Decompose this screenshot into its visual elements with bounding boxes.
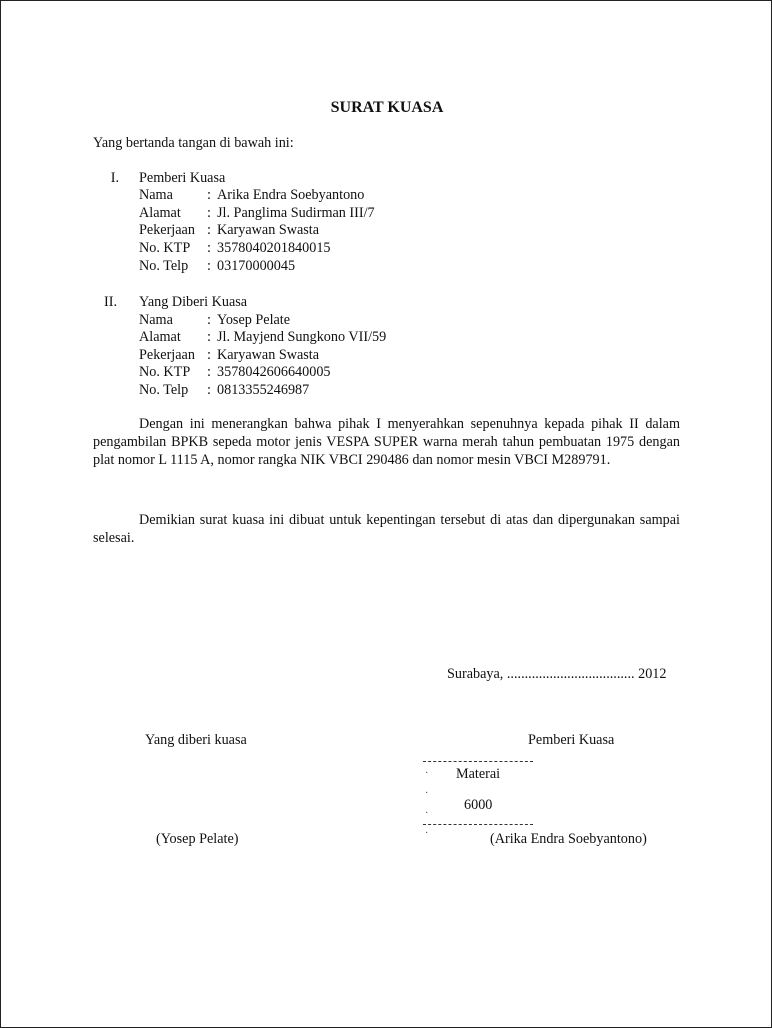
intro-text: Yang bertanda tangan di bawah ini: <box>93 135 294 151</box>
party-1-ktp-colon: : <box>207 240 211 256</box>
party-2-ktp-label: No. KTP <box>139 364 191 380</box>
stamp-value: 6000 <box>464 797 493 813</box>
party-2-phone-colon: : <box>207 382 211 398</box>
party-2-name-label: Nama <box>139 312 173 328</box>
party-2-numeral: II. <box>104 294 117 310</box>
party-1-ktp-label: No. KTP <box>139 240 191 256</box>
party-2-phone: 0813355246987 <box>217 382 310 398</box>
party-1-name-label: Nama <box>139 187 173 203</box>
party-2-ktp: 3578042606640005 <box>217 364 331 380</box>
party-2-address-colon: : <box>207 329 211 345</box>
stamp-bottom-border <box>423 824 533 825</box>
party-2-ktp-colon: : <box>207 364 211 380</box>
party-2-name: Yosep Pelate <box>217 312 291 328</box>
party-2-address-label: Alamat <box>139 329 181 345</box>
place-date: Surabaya, .................................... 2012 <box>447 666 667 682</box>
party-1-address-label: Alamat <box>139 205 181 221</box>
party-1-job: Karyawan Swasta <box>217 222 320 238</box>
party-1-address: Jl. Panglima Sudirman III/7 <box>217 205 375 221</box>
party-1-numeral: I. <box>110 170 119 186</box>
stamp-left-border: · · · · <box>425 768 429 839</box>
party-1-phone: 03170000045 <box>217 258 296 274</box>
party-1-name-colon: : <box>207 187 211 203</box>
party-2-heading: Yang Diberi Kuasa <box>139 294 248 310</box>
party-1-job-colon: : <box>207 222 211 238</box>
party-1-heading: Pemberi Kuasa <box>139 170 226 186</box>
closing-paragraph <box>93 511 680 547</box>
closing-paragraph-text: Demikian surat kuasa ini dibuat untuk kepentingan tersebut di atas dan dipergunakan sampai selesai. <box>93 512 680 546</box>
party-1-name: Arika Endra Soebyantono <box>217 187 365 203</box>
party-2-name-colon: : <box>207 312 211 328</box>
party-2-job: Karyawan Swasta <box>217 347 320 363</box>
signature-left-name: (Yosep Pelate) <box>156 831 239 847</box>
signature-left-label: Yang diberi kuasa <box>145 732 247 748</box>
party-2-address: Jl. Mayjend Sungkono VII/59 <box>217 329 387 345</box>
signature-right-label: Pemberi Kuasa <box>528 732 615 748</box>
signature-right-name: (Arika Endra Soebyantono) <box>490 831 647 847</box>
party-2-phone-label: No. Telp <box>139 382 189 398</box>
party-1-phone-label: No. Telp <box>139 258 189 274</box>
party-1-ktp: 3578040201840015 <box>217 240 331 256</box>
party-2-job-label: Pekerjaan <box>139 347 195 363</box>
stamp-top-border <box>423 761 533 762</box>
body-paragraph-text: Dengan ini menerangkan bahwa pihak I menyerahkan sepenuhnya kepada pihak II dalam pengambilan BPKB sepeda motor jenis VESPA SUPER warna merah tahun pembuatan 1975 dengan plat nomor L 1115 A, nomor rangka NIK VBCI 290486 dan nomor mesin VBCI M289791. <box>93 416 680 468</box>
party-2-job-colon: : <box>207 347 211 363</box>
party-1-job-label: Pekerjaan <box>139 222 195 238</box>
document-title: SURAT KUASA <box>330 99 444 116</box>
party-1-address-colon: : <box>207 205 211 221</box>
party-1-phone-colon: : <box>207 258 211 274</box>
stamp-label: Materai <box>456 766 501 782</box>
body-paragraph <box>93 415 680 469</box>
